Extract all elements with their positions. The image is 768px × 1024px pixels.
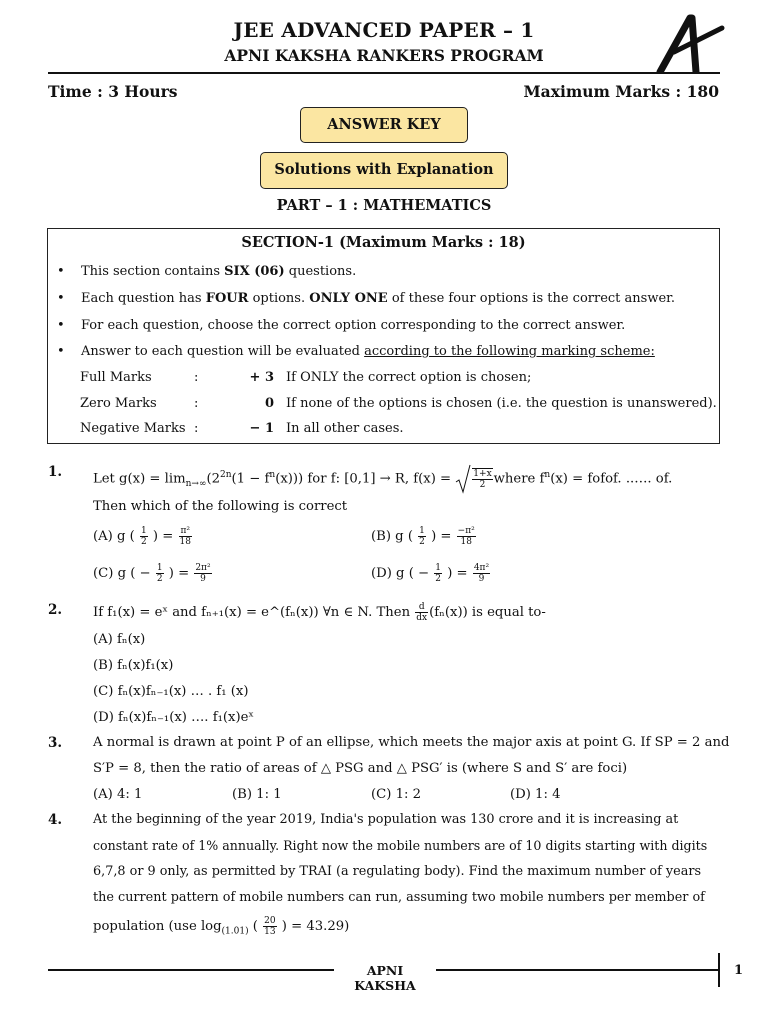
fraction-denominator: 9 <box>478 574 485 584</box>
bullet-dot: • <box>57 318 65 333</box>
program-subtitle: APNI KAKSHA RANKERS PROGRAM <box>224 46 544 65</box>
solutions-badge: Solutions with Explanation <box>260 152 508 189</box>
paper-title: JEE ADVANCED PAPER – 1 <box>233 18 535 42</box>
fraction <box>434 563 442 584</box>
sqrt-fraction <box>472 468 492 490</box>
option-label: (A) g <box>93 529 126 544</box>
footer-rule-left <box>48 969 334 971</box>
exponent: 2n <box>220 470 232 481</box>
fraction-numerator: 4π² <box>473 563 490 573</box>
sign: − <box>139 566 151 581</box>
bullet-dot: • <box>57 344 65 359</box>
marking-colon: : <box>194 370 199 385</box>
question-text: A normal is drawn at point P of an ellipse, which meets the major axis at point G. If SP = 2 and <box>93 735 730 750</box>
fraction-denominator: dx <box>416 613 428 623</box>
question-text: = 43.29) <box>291 919 350 934</box>
marking-colon: : <box>194 396 199 411</box>
fraction-numerator: 2π² <box>195 563 211 573</box>
q3-option-d: (D) 1: 4 <box>510 787 561 802</box>
bullet-bold: FOUR <box>205 291 249 306</box>
q1-option-d: (D) g ( − $\frac{1}{2}$ ) = $\frac{\text{4π²}}{9}$ <box>371 563 490 584</box>
answer-key-badge: ANSWER KEY <box>300 107 468 143</box>
marking-label: Full Marks <box>80 370 152 385</box>
marking-desc: If none of the options is chosen (i.e. the question is unanswered). <box>286 396 717 411</box>
fraction <box>156 563 164 584</box>
question-text: (2 <box>206 471 220 487</box>
marking-desc: In all other cases. <box>286 421 404 436</box>
fraction-numerator: 20 <box>264 916 276 926</box>
fraction-numerator: 1 <box>435 563 442 573</box>
question-text: (x))) for f: [0,1] → R, f(x) = <box>275 471 452 487</box>
marking-desc: If ONLY the correct option is chosen; <box>286 370 532 385</box>
question-4-line4: the current pattern of mobile numbers can run, assuming two mobile numbers per member of <box>93 890 705 905</box>
bullet-bold: ONLY ONE <box>309 291 388 306</box>
q3-option-c: (C) 1: 2 <box>371 787 421 802</box>
fraction <box>418 526 426 547</box>
fraction-denominator: 2 <box>419 537 425 547</box>
question-text: Let g(x) = lim <box>93 471 186 487</box>
fraction-numerator: d <box>415 602 428 613</box>
page-number: 1 <box>734 963 744 978</box>
exam-max-marks: Maximum Marks : 180 <box>523 82 719 101</box>
question-4-line5: population (use $\log_{(1.01)}$ ( $\frac{20}{13}$ ) = 43.29) <box>93 916 350 937</box>
q2-option-c: (C) fₙ(x)fₙ₋₁(x) … . f₁ (x) <box>93 684 249 699</box>
fraction-denominator: 18 <box>179 537 191 547</box>
bullet-dot: • <box>57 264 65 279</box>
fraction <box>179 526 192 547</box>
marking-label: Zero Marks <box>80 396 157 411</box>
header-divider <box>48 72 720 74</box>
bullet-text: questions. <box>284 264 357 279</box>
exponent: n <box>544 470 551 481</box>
fraction <box>140 526 148 547</box>
q1-option-b: (B) g ( $\frac{1}{2}$ ) = $\frac{\text{−π²}}{18}$ <box>371 526 475 547</box>
question-4-line3: 6,7,8 or 9 only, as permitted by TRAI (a regulating body). Find the maximum number of years <box>93 864 702 879</box>
marking-value: + 3 <box>249 370 274 385</box>
bullet-text: Each question has <box>81 291 206 306</box>
question-1-line2: Then which of the following is correct <box>93 499 348 514</box>
question-3-line2: S′P = 8, then the ratio of areas of △ PSG and △ PSG′ is (where S and S′ are foci) <box>93 761 628 776</box>
question-text: (x) = fofof. ..…. of. <box>550 471 673 487</box>
fraction-denominator: 2 <box>479 480 486 490</box>
section-instructions-box <box>47 228 720 444</box>
q2-option-d: (D) fₙ(x)fₙ₋₁(x) …. f₁(x)eˣ <box>93 710 254 725</box>
sqrt-sign <box>455 464 471 494</box>
fraction-numerator: π² <box>180 526 190 536</box>
bullet-bold: SIX (06) <box>224 264 285 279</box>
bullet-text: For each question, choose the correct option corresponding to the correct answer. <box>81 318 626 333</box>
fraction <box>194 563 211 584</box>
fraction <box>473 563 490 584</box>
fraction-numerator: 1 <box>140 526 147 536</box>
q2-option-b: (B) fₙ(x)f₁(x) <box>93 658 174 673</box>
bullet-text: This section contains <box>81 264 225 279</box>
question-text: population (use log <box>93 919 222 934</box>
fraction <box>457 526 476 547</box>
question-number: 1. <box>48 464 63 480</box>
bullet-text: Answer to each question will be evaluated <box>81 344 365 359</box>
marking-value: − 1 <box>249 421 274 436</box>
footer-page-divider <box>718 953 720 987</box>
bullet-text: options. <box>248 291 310 306</box>
fraction-numerator: 1 <box>156 563 163 573</box>
bullet-dot: • <box>57 291 65 306</box>
question-text: (1 − f <box>231 471 270 487</box>
q3-option-a: (A) 4: 1 <box>93 787 143 802</box>
section-title: SECTION-1 (Maximum Marks : 18) <box>241 234 526 251</box>
fraction-denominator: 18 <box>460 537 472 547</box>
question-number: 3. <box>48 735 63 751</box>
bullet-text: of these four options is the correct answer. <box>387 291 676 306</box>
log-base: (1.01) <box>221 926 249 937</box>
fraction-denominator: 2 <box>156 574 163 584</box>
question-number: 4. <box>48 812 63 828</box>
fraction-denominator: 13 <box>264 927 276 937</box>
q1-option-c: (C) g ( − $\frac{1}{2}$ ) = $\frac{\text{2π²}}{9}$ <box>93 563 211 584</box>
fraction-denominator: 2 <box>140 537 147 547</box>
exam-time: Time : 3 Hours <box>48 82 178 101</box>
apni-kaksha-logo <box>650 14 726 74</box>
question-text: At the beginning of the year 2019, India's population was 130 crore and it is increasing at <box>93 812 679 827</box>
footer-rule-right <box>436 969 720 971</box>
question-text: (fₙ(x)) is equal to- <box>429 605 546 620</box>
option-label: (D) g <box>371 566 405 581</box>
sqrt-expression <box>455 464 493 494</box>
q2-option-a: (A) fₙ(x) <box>93 632 146 647</box>
question-text: If f₁(x) = eˣ and fₙ₊₁(x) = e^(fₙ(x)) ∀n ∈ N. Then <box>93 605 411 620</box>
derivative-fraction <box>415 602 428 623</box>
question-4-line2: constant rate of 1% annually. Right now the mobile numbers are of 10 digits starting with digits <box>93 838 708 853</box>
fraction-numerator: 1 <box>419 526 425 536</box>
option-label: (B) g <box>371 529 404 544</box>
fraction-denominator: 2 <box>435 574 442 584</box>
exponent: n <box>269 470 276 481</box>
question-text: where f <box>493 471 545 487</box>
question-number: 2. <box>48 602 63 618</box>
limit-subscript: n→∞ <box>185 479 207 490</box>
fraction-numerator: −π² <box>457 526 475 536</box>
part-title: PART – 1 : MATHEMATICS <box>276 197 492 214</box>
fraction-denominator: 9 <box>200 574 206 584</box>
q1-option-a: (A) g ( $\frac{1}{2}$ ) = $\frac{\text{π²}}{18}$ <box>93 526 191 547</box>
q3-option-b: (B) 1: 1 <box>232 787 282 802</box>
marking-colon: : <box>194 421 199 436</box>
marking-label: Negative Marks <box>80 421 186 436</box>
footer-brand: APNI KAKSHA <box>354 963 416 993</box>
sign: − <box>418 566 430 581</box>
marking-value: 0 <box>264 396 274 411</box>
bullet-underlined: according to the following marking scheme: <box>364 344 655 359</box>
fraction-numerator: 1+x <box>473 469 492 479</box>
fraction <box>263 916 276 937</box>
option-label: (C) g <box>93 566 127 581</box>
